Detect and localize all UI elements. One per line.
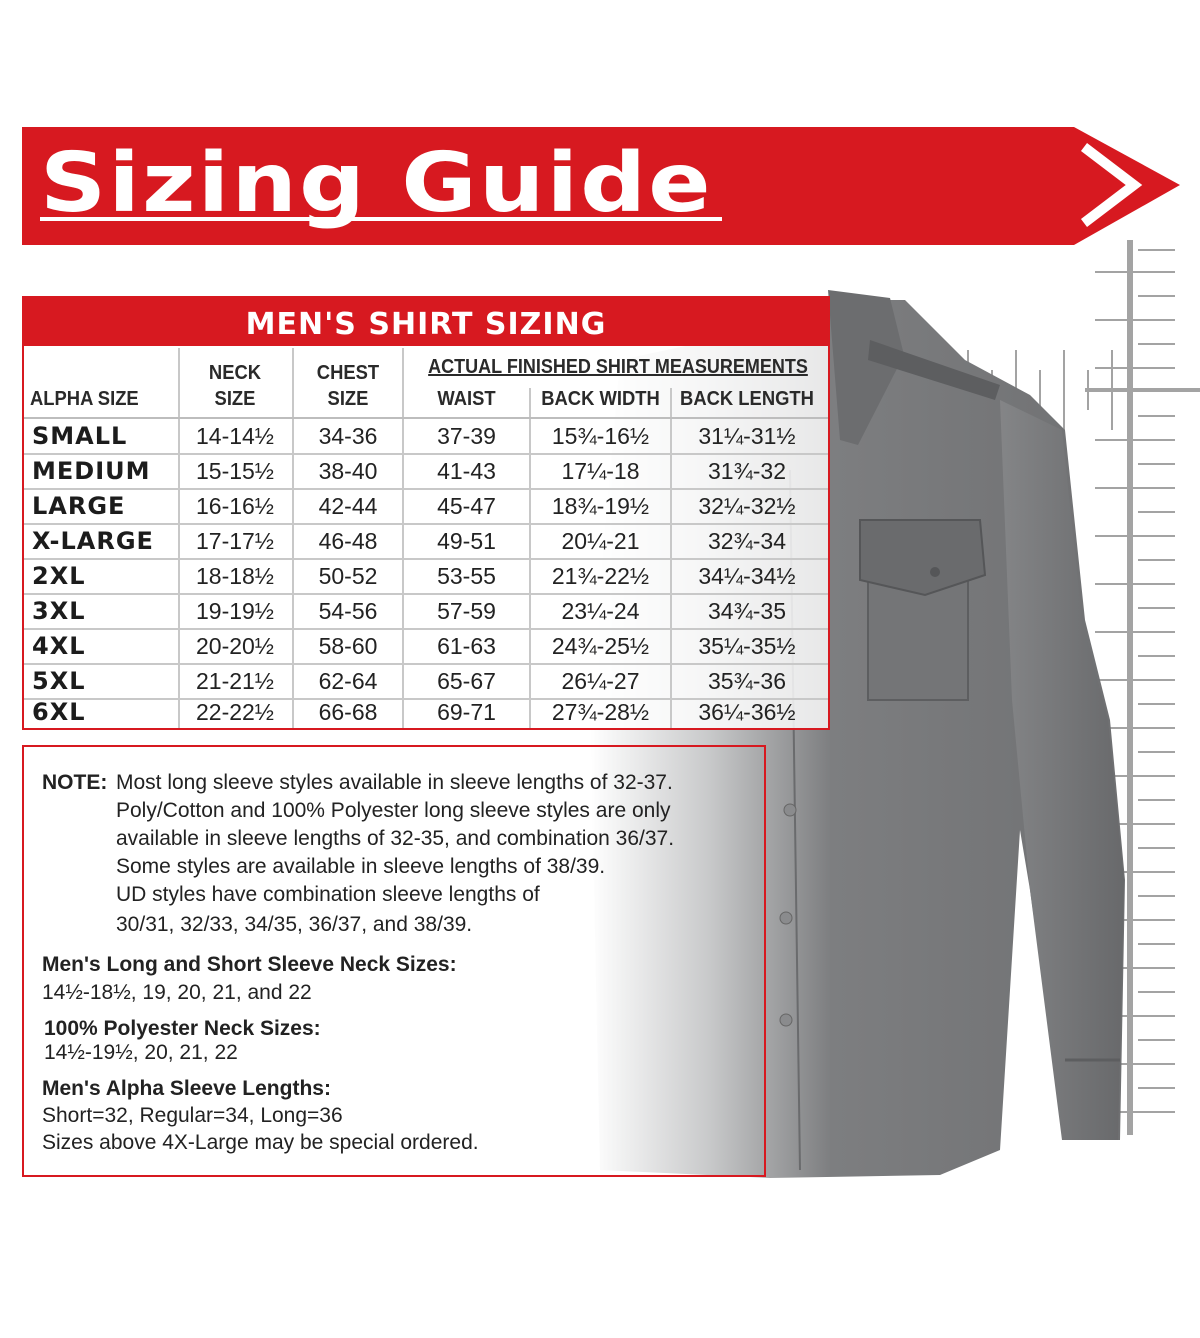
note-line: Poly/Cotton and 100% Polyester long sleeve styles are only bbox=[116, 799, 671, 822]
cell-back-length: 34¾-35 bbox=[707, 598, 786, 624]
cell-waist: 65-67 bbox=[437, 668, 496, 694]
header-alpha-size: ALPHA SIZE bbox=[30, 388, 139, 410]
cell-chest: 34-36 bbox=[318, 423, 378, 449]
cell-back-width: 20¼-21 bbox=[561, 528, 640, 554]
header-waist: WAIST bbox=[437, 388, 496, 410]
cell-back-length: 31¼-31½ bbox=[698, 423, 796, 449]
cell-alpha: 5XL bbox=[32, 667, 86, 695]
header-neck-line2: SIZE bbox=[214, 388, 256, 410]
cell-waist: 41-43 bbox=[437, 458, 496, 484]
cell-chest: 46-48 bbox=[318, 528, 378, 554]
cell-neck: 17-17½ bbox=[195, 528, 274, 554]
cell-back-width: 27¾-28½ bbox=[551, 699, 650, 725]
cell-back-width: 24¾-25½ bbox=[551, 633, 650, 659]
cell-alpha: X-LARGE bbox=[32, 527, 154, 555]
cell-back-length: 31¾-32 bbox=[707, 458, 786, 484]
cell-back-width: 18¾-19½ bbox=[551, 493, 650, 519]
cell-waist: 53-55 bbox=[437, 563, 496, 589]
cell-back-length: 32¼-32½ bbox=[698, 493, 796, 519]
cell-alpha: 4XL bbox=[32, 632, 86, 660]
cell-chest: 66-68 bbox=[318, 699, 378, 725]
notes-panel bbox=[22, 745, 766, 1177]
cell-waist: 69-71 bbox=[437, 699, 496, 725]
neck-sizes-text: 14½-18½, 19, 20, 21, and 22 bbox=[42, 981, 312, 1004]
cell-back-length: 32¾-34 bbox=[707, 528, 786, 554]
poly-neck-text: 14½-19½, 20, 21, 22 bbox=[44, 1041, 238, 1064]
cell-neck: 19-19½ bbox=[195, 598, 274, 624]
poly-neck-heading: 100% Polyester Neck Sizes: bbox=[44, 1017, 321, 1040]
cell-waist: 57-59 bbox=[437, 598, 496, 624]
cell-alpha: MEDIUM bbox=[32, 457, 151, 485]
special-order-text: Sizes above 4X-Large may be special ordered. bbox=[42, 1131, 479, 1154]
cell-back-length: 35¼-35½ bbox=[698, 633, 796, 659]
cell-waist: 45-47 bbox=[437, 493, 496, 519]
header-chest-line1: CHEST bbox=[316, 362, 380, 384]
note-line: 30/31, 32/33, 34/35, 36/37, and 38/39. bbox=[116, 913, 473, 936]
cell-back-length: 36¼-36½ bbox=[698, 699, 796, 725]
cell-neck: 21-21½ bbox=[195, 668, 274, 694]
cell-neck: 15-15½ bbox=[195, 458, 274, 484]
header-back-length: BACK LENGTH bbox=[680, 388, 814, 410]
size-table bbox=[22, 296, 830, 730]
cell-alpha: 6XL bbox=[32, 698, 86, 726]
cell-chest: 38-40 bbox=[318, 458, 378, 484]
cell-neck: 20-20½ bbox=[195, 633, 274, 659]
cell-back-length: 34¼-34½ bbox=[698, 563, 796, 589]
cell-alpha: 2XL bbox=[32, 562, 86, 590]
cell-chest: 58-60 bbox=[318, 633, 378, 659]
cell-back-width: 26¼-27 bbox=[561, 668, 640, 694]
cell-back-width: 21¾-22½ bbox=[551, 563, 650, 589]
cell-waist: 61-63 bbox=[437, 633, 496, 659]
note-line: Some styles are available in sleeve lengths of 38/39. bbox=[116, 855, 606, 878]
sleeve-lengths-text: Short=32, Regular=34, Long=36 bbox=[42, 1104, 343, 1127]
neck-sizes-heading: Men's Long and Short Sleeve Neck Sizes: bbox=[42, 953, 457, 976]
header-neck-line1: NECK bbox=[208, 362, 262, 384]
cell-alpha: LARGE bbox=[32, 492, 126, 520]
cell-back-width: 23¼-24 bbox=[561, 598, 640, 624]
note-line: available in sleeve lengths of 32-35, and combination 36/37. bbox=[116, 827, 675, 850]
cell-neck: 16-16½ bbox=[195, 493, 274, 519]
cell-neck: 14-14½ bbox=[195, 423, 274, 449]
cell-back-length: 35¾-36 bbox=[707, 668, 786, 694]
note-line: UD styles have combination sleeve lengths of bbox=[116, 883, 540, 906]
cell-waist: 49-51 bbox=[437, 528, 496, 554]
note-line: Most long sleeve styles available in sleeve lengths of 32-37. bbox=[116, 771, 673, 794]
header-back-width: BACK WIDTH bbox=[541, 388, 660, 410]
cell-neck: 22-22½ bbox=[195, 699, 274, 725]
cell-chest: 50-52 bbox=[318, 563, 378, 589]
sleeve-lengths-heading: Men's Alpha Sleeve Lengths: bbox=[42, 1077, 331, 1100]
note-label: NOTE: bbox=[42, 771, 108, 794]
cell-chest: 62-64 bbox=[318, 668, 378, 694]
cell-neck: 18-18½ bbox=[195, 563, 274, 589]
cell-back-width: 17¼-18 bbox=[561, 458, 640, 484]
page-title: Sizing Guide bbox=[40, 136, 713, 231]
cell-waist: 37-39 bbox=[437, 423, 496, 449]
cell-chest: 54-56 bbox=[318, 598, 378, 624]
cell-back-width: 15¾-16½ bbox=[551, 423, 650, 449]
header-measurements-group: ACTUAL FINISHED SHIRT MEASUREMENTS bbox=[428, 356, 808, 378]
cell-chest: 42-44 bbox=[318, 493, 378, 519]
cell-alpha: 3XL bbox=[32, 597, 86, 625]
cell-alpha: SMALL bbox=[32, 422, 128, 450]
header-chest-line2: SIZE bbox=[327, 388, 369, 410]
table-title: MEN'S SHIRT SIZING bbox=[24, 298, 828, 346]
